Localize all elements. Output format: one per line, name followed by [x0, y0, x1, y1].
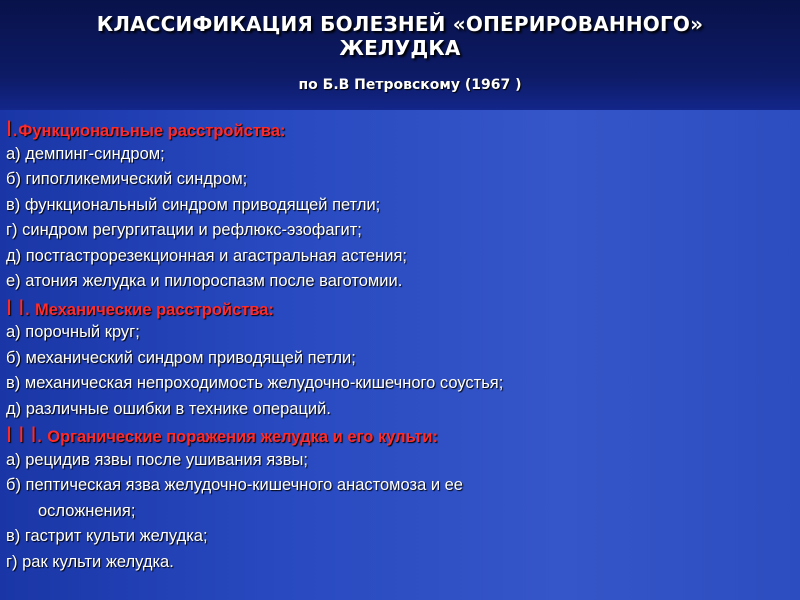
- list-item: д) различные ошибки в технике операций.: [6, 399, 331, 418]
- list-item: а) порочный круг;: [6, 323, 140, 341]
- classification-list: [6, 116, 796, 575]
- list-item: а) рецидив язвы после ушивания язвы;: [6, 450, 308, 469]
- list-item-continuation: осложнения;: [38, 501, 136, 520]
- list-item: в) гастрит культи желудка;: [6, 527, 208, 545]
- slide-title: [0, 12, 800, 60]
- section-numeral-1: I.: [6, 116, 19, 141]
- section-numeral-3: I I I.: [6, 422, 43, 447]
- section-title-3: Органические поражения желудка и его культи:: [42, 428, 439, 446]
- slide-subtitle: по Б.В Петровскому (1967 ): [298, 77, 522, 93]
- section-title-2: Механические расстройства:: [30, 300, 274, 319]
- section-heading-1: [6, 116, 796, 142]
- list-item: б) гипогликемический синдром;: [6, 170, 248, 188]
- section-heading-2: [6, 295, 796, 321]
- section-title-1: Функциональные расстройства:: [18, 122, 286, 140]
- section-numeral-2: I I.: [6, 294, 31, 320]
- list-item: б) пептическая язва желудочно-кишечного анастомоза и ее: [6, 476, 463, 494]
- list-item: в) функциональный синдром приводящей петли;: [6, 195, 381, 214]
- list-item: б) механический синдром приводящей петли;: [6, 348, 356, 367]
- list-item: е) атония желудка и пилороспазм после ваготомии.: [6, 272, 403, 290]
- list-item: в) механическая непроходимость желудочно-кишечного соустья;: [6, 374, 504, 392]
- list-item: д) постгастрорезекционная и агастральная астения;: [6, 246, 407, 265]
- list-item: г) синдром регургитации и рефлюкс-эзофагит;: [6, 221, 362, 239]
- slide-title-line-1: КЛАССИФИКАЦИЯ БОЛЕЗНЕЙ «ОПЕРИРОВАННОГО»: [96, 12, 704, 36]
- slide-title-line-2: ЖЕЛУДКА: [339, 36, 461, 60]
- list-item: а) демпинг-синдром;: [6, 144, 165, 163]
- list-item: г) рак культи желудка.: [6, 552, 174, 571]
- section-heading-3: [6, 422, 796, 448]
